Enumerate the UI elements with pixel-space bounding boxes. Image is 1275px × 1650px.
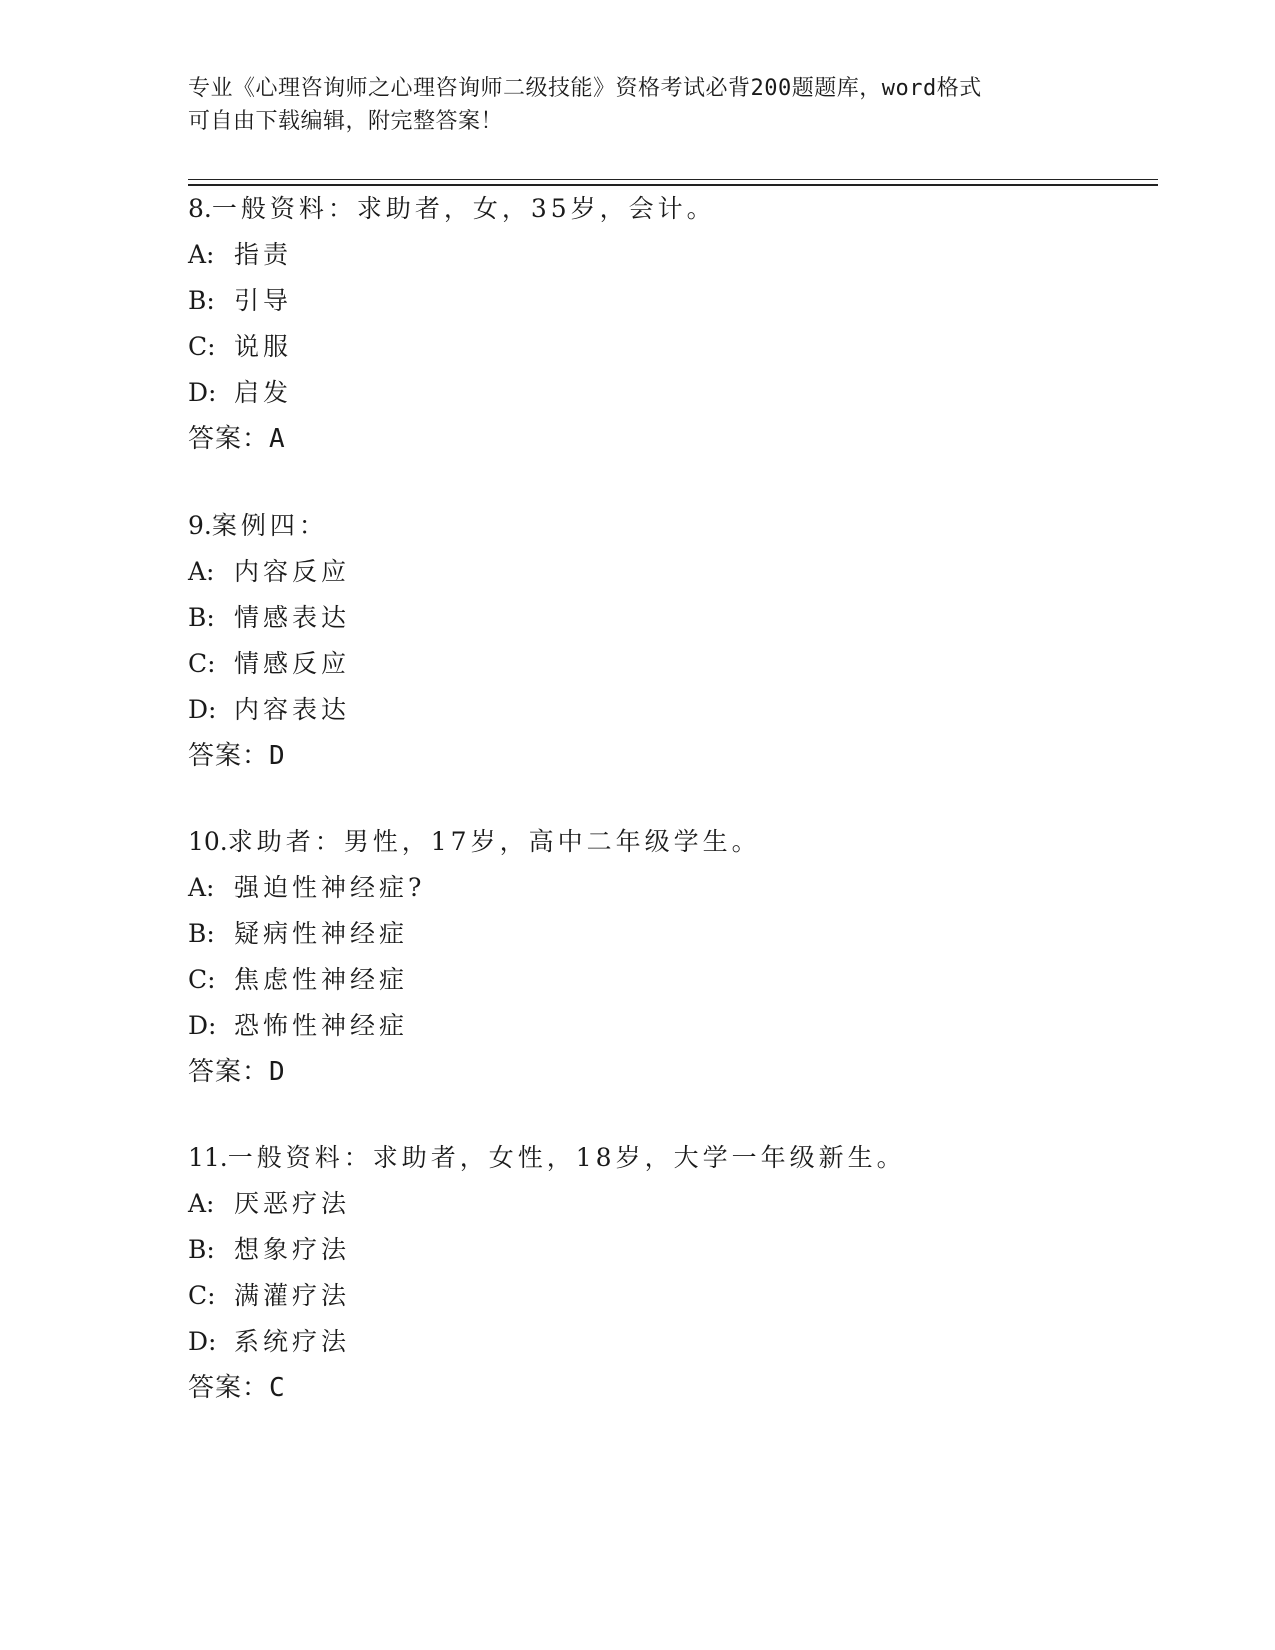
option-letter: D:	[188, 695, 217, 724]
question-number: 11.	[188, 1143, 228, 1172]
question-text: 求助者：男性，17岁，高中二年级学生。	[227, 827, 761, 856]
option-letter: B:	[188, 286, 215, 315]
option-text: 情感表达	[234, 603, 351, 632]
option-letter: D:	[188, 1011, 217, 1040]
option-letter: C:	[188, 965, 216, 994]
option-text: 系统疗法	[234, 1327, 351, 1356]
option-c	[188, 1273, 1148, 1319]
option-a	[188, 1181, 1148, 1227]
option-letter: B:	[188, 1235, 215, 1264]
option-letter: C:	[188, 649, 216, 678]
header-divider-thin	[188, 179, 1158, 180]
question-stem	[188, 503, 1148, 549]
question-text: 案例四：	[211, 511, 328, 540]
option-b	[188, 911, 1148, 957]
question-number: 10.	[188, 827, 228, 856]
option-text: 内容反应	[234, 557, 351, 586]
answer-label: 答案：	[188, 1373, 270, 1403]
option-letter: D:	[188, 1327, 217, 1356]
option-letter: C:	[188, 332, 216, 361]
option-b	[188, 595, 1148, 641]
option-letter: A:	[188, 557, 215, 586]
question-text: 一般资料：求助者，女，35岁，会计。	[211, 194, 716, 223]
option-text: 启发	[234, 378, 293, 407]
option-text: 疑病性神经症	[234, 919, 409, 948]
option-d	[188, 1003, 1148, 1049]
option-text: 想象疗法	[234, 1235, 351, 1264]
option-d	[188, 687, 1148, 733]
question-9	[188, 503, 1148, 779]
option-text: 强迫性神经症?	[234, 873, 426, 902]
option-b	[188, 278, 1148, 324]
question-stem	[188, 819, 1148, 865]
question-number: 8.	[188, 194, 212, 223]
question-number: 9.	[188, 511, 212, 540]
answer-line	[188, 416, 1148, 462]
option-c	[188, 641, 1148, 687]
option-a	[188, 232, 1148, 278]
answer-label: 答案：	[188, 1057, 270, 1087]
option-text: 焦虑性神经症	[234, 965, 409, 994]
answer-value: D	[269, 741, 285, 771]
option-b	[188, 1227, 1148, 1273]
question-stem	[188, 186, 1148, 232]
option-text: 厌恶疗法	[234, 1189, 351, 1218]
question-stem	[188, 1135, 1148, 1181]
option-a	[188, 549, 1148, 595]
header-line-2: 可自由下载编辑，附完整答案！	[188, 109, 504, 134]
answer-value: D	[269, 1057, 285, 1087]
option-letter: A:	[188, 240, 215, 269]
answer-label: 答案：	[188, 741, 270, 771]
option-a	[188, 865, 1148, 911]
answer-line	[188, 1365, 1148, 1411]
option-text: 内容表达	[234, 695, 351, 724]
document-header	[188, 72, 1088, 138]
answer-value: C	[269, 1373, 285, 1403]
answer-line	[188, 733, 1148, 779]
option-letter: B:	[188, 919, 215, 948]
option-c	[188, 957, 1148, 1003]
option-d	[188, 1319, 1148, 1365]
option-letter: A:	[188, 873, 215, 902]
option-text: 情感反应	[234, 649, 351, 678]
option-letter: C:	[188, 1281, 216, 1310]
option-text: 指责	[234, 240, 293, 269]
question-text: 一般资料：求助者，女性，18岁，大学一年级新生。	[227, 1143, 906, 1172]
answer-value: A	[269, 424, 285, 454]
option-letter: A:	[188, 1189, 215, 1218]
question-8	[188, 186, 1148, 462]
header-line-1: 专业《心理咨询师之心理咨询师二级技能》资格考试必背200题题库，word格式	[188, 76, 982, 101]
question-11	[188, 1135, 1148, 1411]
answer-line	[188, 1049, 1148, 1095]
option-text: 引导	[234, 286, 293, 315]
option-letter: B:	[188, 603, 215, 632]
option-d	[188, 370, 1148, 416]
option-text: 满灌疗法	[234, 1281, 351, 1310]
option-c	[188, 324, 1148, 370]
option-text: 说服	[234, 332, 293, 361]
question-10	[188, 819, 1148, 1095]
option-text: 恐怖性神经症	[234, 1011, 409, 1040]
option-letter: D:	[188, 378, 217, 407]
answer-label: 答案：	[188, 424, 270, 454]
